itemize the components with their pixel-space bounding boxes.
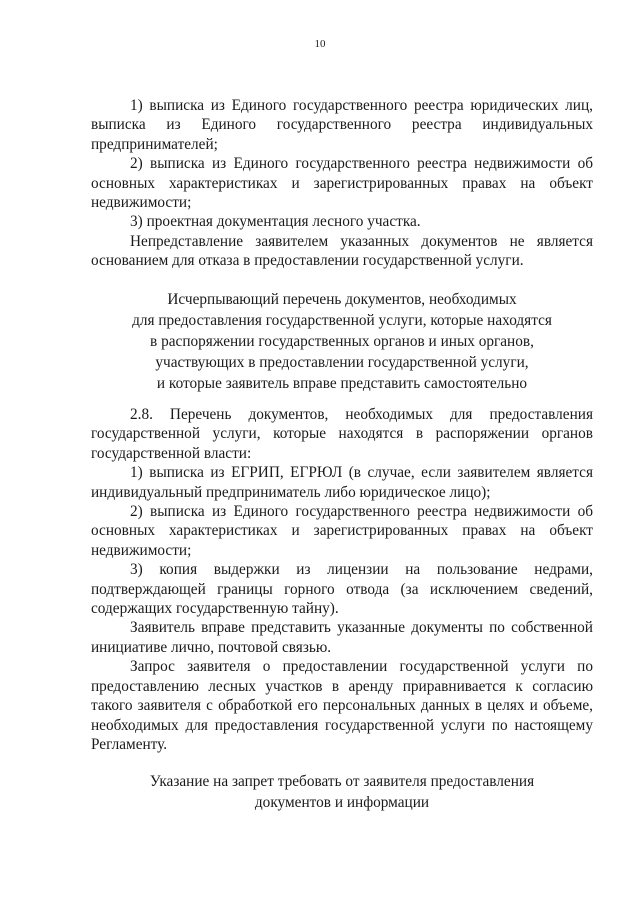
list-item-1: 1) выписка из Единого государственного реестра юридических лиц, выписка из Единого государственного реестра индивидуальных предпринимателей; xyxy=(91,97,593,153)
clause-2-8: 2.8. Перечень документов, необходимых для предоставления государственной услуги, которые находятся в распоряжении органов государственной власти: xyxy=(91,406,593,462)
heading-line: в распоряжении государственных органов и иных органов, xyxy=(150,333,534,350)
heading-line: для предоставления государственной услуги, которые находятся xyxy=(132,312,552,329)
list-item-2: 2) выписка из Единого государственного реестра недвижимости об основных характеристиках и зарегистрированных правах на объект недвижимости; xyxy=(91,503,593,559)
heading-line: Исчерпывающий перечень документов, необходимых xyxy=(167,291,517,308)
document-list-section-1 xyxy=(91,96,593,271)
heading-line: участвующих в предоставлении государственной услуги, xyxy=(155,354,529,371)
heading-line: документов и информации xyxy=(254,794,430,811)
list-item-2: 2) выписка из Единого государственного реестра недвижимости об основных характеристиках и зарегистрированных правах на объект недвижимости; xyxy=(91,155,593,212)
page-number: 10 xyxy=(314,38,326,50)
list-item-1: 1) выписка из ЕГРИП, ЕГРЮЛ (в случае, если заявителем является индивидуальный предприниматель либо юридическое лицо); xyxy=(91,464,593,501)
list-item-3: 3) проектная документация лесного участка. xyxy=(130,213,421,231)
section-heading-prohibition xyxy=(91,771,593,813)
paragraph-consent: Запрос заявителя о предоставлении государственной услуги по предоставлению лесных участков в аренду приравнивается к согласию такого заявителя с обработкой его персональных данных в целях и объеме, необходимых для предоставления государственной услуги по настоящему Регламенту. xyxy=(91,658,593,753)
document-list-section-2 xyxy=(91,405,593,754)
paragraph-non-submission: Непредставление заявителем указанных документов не является основанием для отказа в предоставлении государственной услуги. xyxy=(91,232,593,270)
section-heading-documents-list xyxy=(91,289,593,394)
paragraph-own-initiative: Заявитель вправе представить указанные документы по собственной инициативе лично, почтовой связью. xyxy=(91,619,593,656)
heading-line: и которые заявитель вправе представить самостоятельно xyxy=(156,375,528,392)
list-item-3: 3) копия выдержки из лицензии на пользование недрами, подтверждающей границы горного отвода (за исключением сведений, содержащих государственную тайну). xyxy=(91,561,593,618)
heading-line: Указание на запрет требовать от заявителя предоставления xyxy=(149,773,535,790)
